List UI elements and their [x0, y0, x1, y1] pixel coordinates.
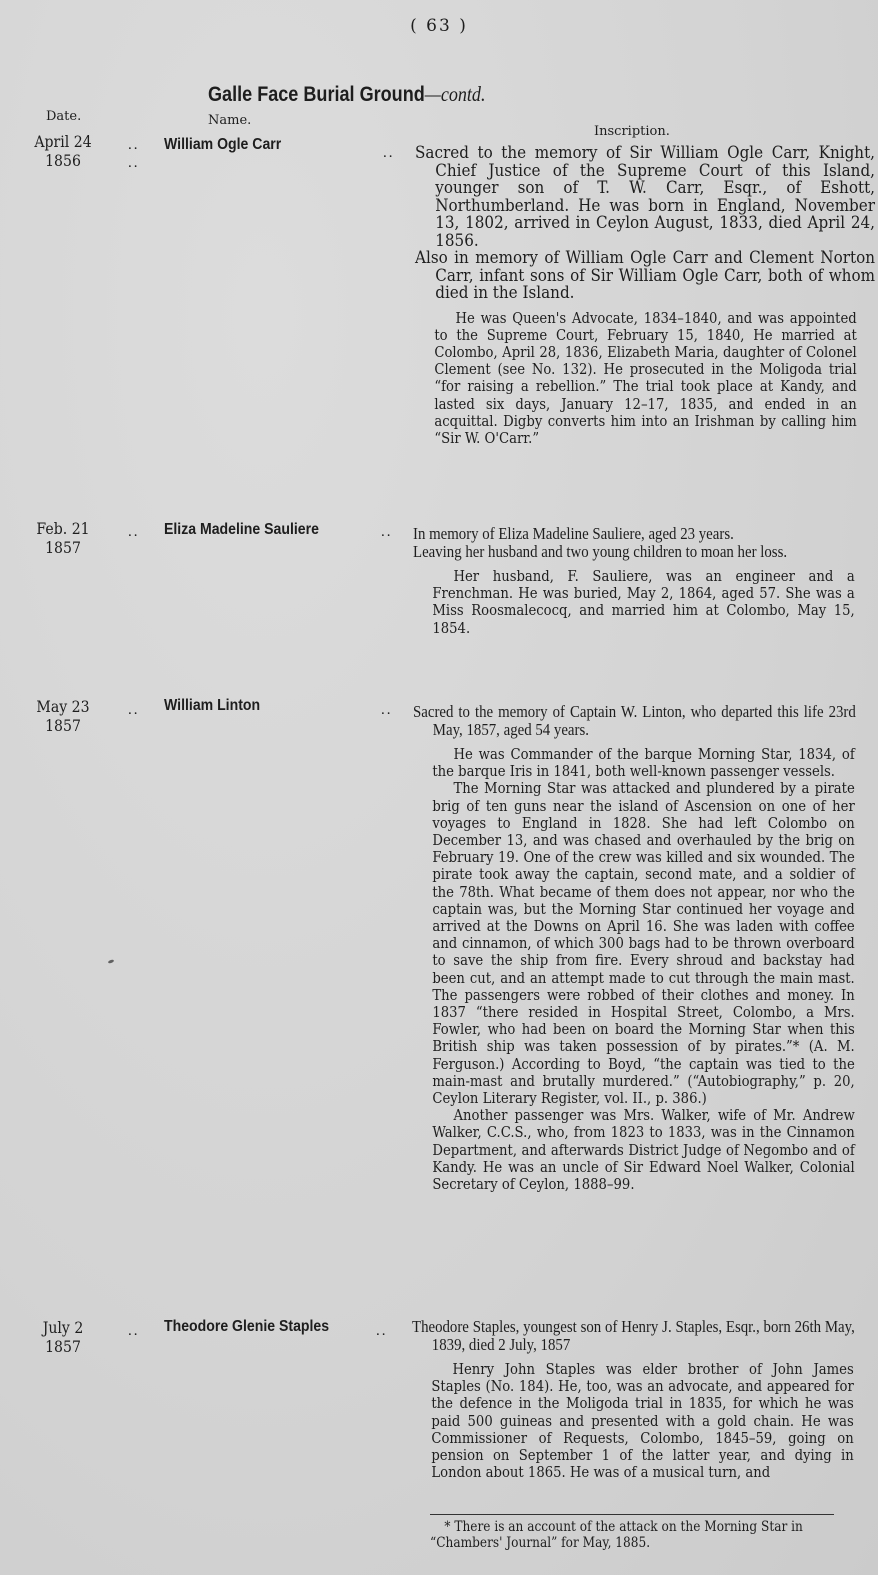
title-suffix: —contd. [424, 82, 486, 106]
entry-date [32, 519, 94, 557]
paper-blemish [108, 959, 115, 964]
title-main: Galle Face Burial Ground [208, 83, 425, 106]
entry-note [412, 1361, 854, 1481]
leader-dots: .. [128, 1323, 140, 1339]
entry-date [32, 697, 94, 735]
entry-inscription [413, 702, 856, 1194]
leader-dots: .. [128, 524, 140, 540]
entry-name: William Linton [164, 697, 261, 714]
note-paragraph: Another passenger was Mrs. Walker, wife of Mr. Andrew Walker, C.C.S., who, from 1823 to 1833, was in the Cinnamon Department, and afterwards District Judge of Negombo and of Kandy. He was an uncle of Sir Edward Noel Walker, Colonial Secretary of Ceylon, 1888–99. [432, 1106, 855, 1194]
leader-dots: .. [381, 524, 393, 540]
note-paragraph: The Morning Star was attacked and plundered by a pirate brig of ten guns near the island of Ascension on one of her voyages to England in 1828. She had left Colombo on December 13, and was chased and overhauled by the brig on February 19. One of the crew was killed and six wounded. The pirate took away the captain, second mate, and a soldier of the 78th. What became of them does not appear, nor who the captain was, but the Morning Star continued her voyage and arrived at the Downs on April 16. She was laden with coffee and cinnamon, of which 300 bags had to be thrown overboard to save the ship from fire. Every shroud and backstay had been cut, and an attempt made to cut through the main mast. The passengers were robbed of their clothes and money. In 1837 “there resided in Hospital Street, Colombo, a Mrs. Fowler, who had been on board the Morning Star when this British ship was taken possession of by pirates.”* (A. M. Ferguson.) According to Boyd, “the captain was tied to the main-mast and brutally murdered.” (“Autobiography,” p. 20, Ceylon Literary Register, vol. II., p. 386.) [432, 779, 855, 1108]
leader-dots: .. [128, 137, 140, 153]
date-day: April 24 [34, 132, 92, 151]
column-header-inscription: Inscription. [594, 124, 670, 139]
entry-inscription [412, 1317, 855, 1482]
date-year: 1856 [45, 151, 81, 170]
date-year: 1857 [45, 538, 81, 557]
column-header-name: Name. [208, 113, 252, 128]
inscription-paragraph: Leaving her husband and two young children to moan her loss. [413, 541, 788, 561]
inscription-paragraph: Theodore Staples, youngest son of Henry J. Staples, Esqr., born 26th May, 1839, died 2 July, 1857 [412, 1317, 855, 1354]
leader-dots: .. [376, 1323, 388, 1339]
column-header-date: Date. [46, 109, 82, 124]
entry-inscription [413, 525, 853, 637]
inscription-paragraph: Also in memory of William Ogle Carr and Clement Norton Carr, infant sons of Sir William Ogle Carr, both of whom died in the Island. [415, 248, 875, 302]
note-paragraph: He was Queen's Advocate, 1834–1840, and was appointed to the Supreme Court, February 15, 1840, He married at Colombo, April 28, 1836, Elizabeth Maria, daughter of Colonel Clement (see No. 132). He prosecuted in the Moligoda trial “for raising a rebellion.” The trial took place at Kandy, and lasted six days, January 12–17, 1835, and ended in an acquittal. Digby converts him into an Irishman by calling him “Sir W. O'Carr.” [434, 308, 857, 447]
note-paragraph: He was Commander of the barque Morning Star, 1834, of the barque Iris in 1841, both well-known passenger vessels. [432, 745, 855, 781]
date-year: 1857 [45, 1337, 81, 1356]
footnote-divider [430, 1514, 834, 1515]
leader-dots: .. [128, 702, 140, 718]
entry-name: Theodore Glenie Staples [164, 1318, 330, 1335]
page-title [208, 82, 485, 107]
inscription-paragraph: Sacred to the memory of Captain W. Linton, who departed this life 23rd May, 1857, aged 54 years. [413, 702, 856, 739]
entry-note [413, 746, 855, 1193]
entry-date [32, 132, 94, 170]
page-number: ( 63 ) [410, 16, 468, 36]
entry-inscription [415, 143, 875, 447]
leader-dots: .. [128, 155, 140, 171]
entry-note [415, 310, 857, 448]
footnote: * There is an account of the attack on the Morning Star in “Chambers' Journal” for May, 1885. [430, 1519, 803, 1551]
entry-name: Eliza Madeline Sauliere [164, 521, 319, 538]
entry-note [413, 568, 855, 637]
note-paragraph: Henry John Staples was elder brother of John James Staples (No. 184). He, too, was an advocate, and appeared for the defence in the Moligoda trial in 1835, for which he was paid 500 guineas and presented with a gold chain. He was Commissioner of Requests, Colombo, 1845–59, going on pension on September 1 of the latter year, and dying in London about 1865. He was of a musical turn, and [431, 1360, 854, 1482]
leader-dots: .. [381, 702, 393, 718]
date-day: May 23 [36, 697, 90, 716]
inscription-paragraph: Sacred to the memory of Sir William Ogle Carr, Knight, Chief Justice of the Supreme Court of this Island, younger son of T. W. Carr, Esqr., of Eshott, Northumberland. He was born in England, November 13, 1802, arrived in Ceylon August, 1833, died April 24, 1856. [415, 143, 875, 250]
note-paragraph: Her husband, F. Sauliere, was an engineer and a Frenchman. He was buried, May 2, 1864, aged 57. She was a Miss Roosmalecocq, and married him at Colombo, May 15, 1854. [432, 567, 855, 637]
date-day: Feb. 21 [36, 519, 90, 538]
date-year: 1857 [45, 716, 81, 735]
entry-date [32, 1318, 94, 1356]
leader-dots: .. [383, 145, 395, 161]
date-day: July 2 [42, 1318, 84, 1337]
entry-name: William Ogle Carr [164, 136, 282, 153]
inscription-paragraph: In memory of Eliza Madeline Sauliere, aged 23 years. [413, 524, 734, 543]
